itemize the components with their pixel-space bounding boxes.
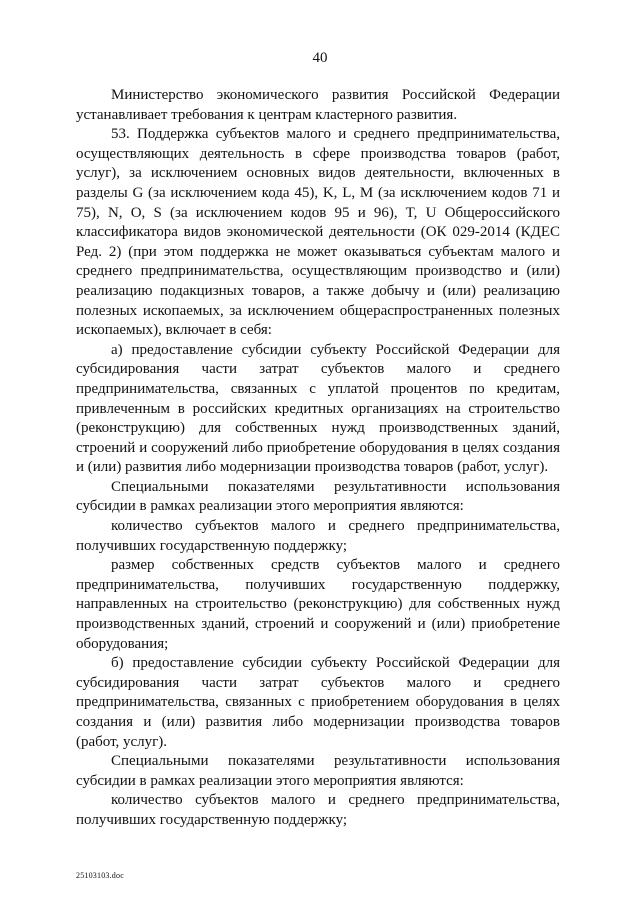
page-number: 40 bbox=[312, 50, 328, 66]
paragraph-ministry-requirements: Министерство экономического развития Российской Федерации устанавливает требования к центрам кластерного развития. bbox=[76, 87, 560, 123]
paragraph-indicator-count-b: количество субъектов малого и среднего предпринимательства, получивших государственную поддержку; bbox=[76, 792, 560, 828]
document-filename: 25103103.doc bbox=[76, 871, 124, 880]
paragraph-indicators-a: Специальными показателями результативности использования субсидии в рамках реализации этого мероприятия являются: bbox=[76, 478, 560, 515]
document-body bbox=[76, 86, 560, 831]
paragraph-subsidy-a: а) предоставление субсидии субъекту Российской Федерации для субсидирования части затрат субъектов малого и среднего предпринимательства, связанных с уплатой процентов по кредитам, привлеченным в российских кредитных организациях на строительство (реконструкцию) для собственных нужд производственных зданий, строений и сооружений либо приобретение оборудования в целях создания и (или) развития либо модернизации производства товаров (работ, услуг). bbox=[76, 341, 560, 476]
paragraph-indicators-b: Специальными показателями результативности использования субсидии в рамках реализации этого мероприятия являются: bbox=[76, 753, 560, 789]
paragraph-indicator-count-a: количество субъектов малого и среднего предпринимательства, получивших государственную поддержку; bbox=[76, 518, 560, 554]
paragraph-53-support: 53. Поддержка субъектов малого и среднего предпринимательства, осуществляющих деятельность в сфере производства товаров (работ, услуг), за исключением основных видов деятельности, включенных в разделы G (за исключением кода 45), K, L, M (за исключением кодов 71 и 75), N, O, S (за исключением кодов 95 и 96), T, U Общероссийского классификатора видов экономической деятельности (ОК 029-2014 (КДЕС Ред. 2) (при этом поддержка не может оказываться субъектам малого и среднего предпринимательства, осуществляющим производство и (или) реализацию подакцизных товаров, а также добычу и (или) реализацию полезных ископаемых, за исключением общераспространенных полезных ископаемых), включает в себя: bbox=[76, 126, 560, 339]
paragraph-indicator-own-funds: размер собственных средств субъектов малого и среднего предпринимательства, получивших государственную поддержку, направленных на строительство (реконструкцию) для собственных нужд производственных зданий, строений и сооружений и (или) приобретение оборудования; bbox=[76, 557, 560, 652]
paragraph-subsidy-b: б) предоставление субсидии субъекту Российской Федерации для субсидирования части затрат субъектов малого и среднего предпринимательства, связанных с приобретением оборудования в целях создания и (или) развития либо модернизации производства товаров (работ, услуг). bbox=[76, 655, 560, 750]
